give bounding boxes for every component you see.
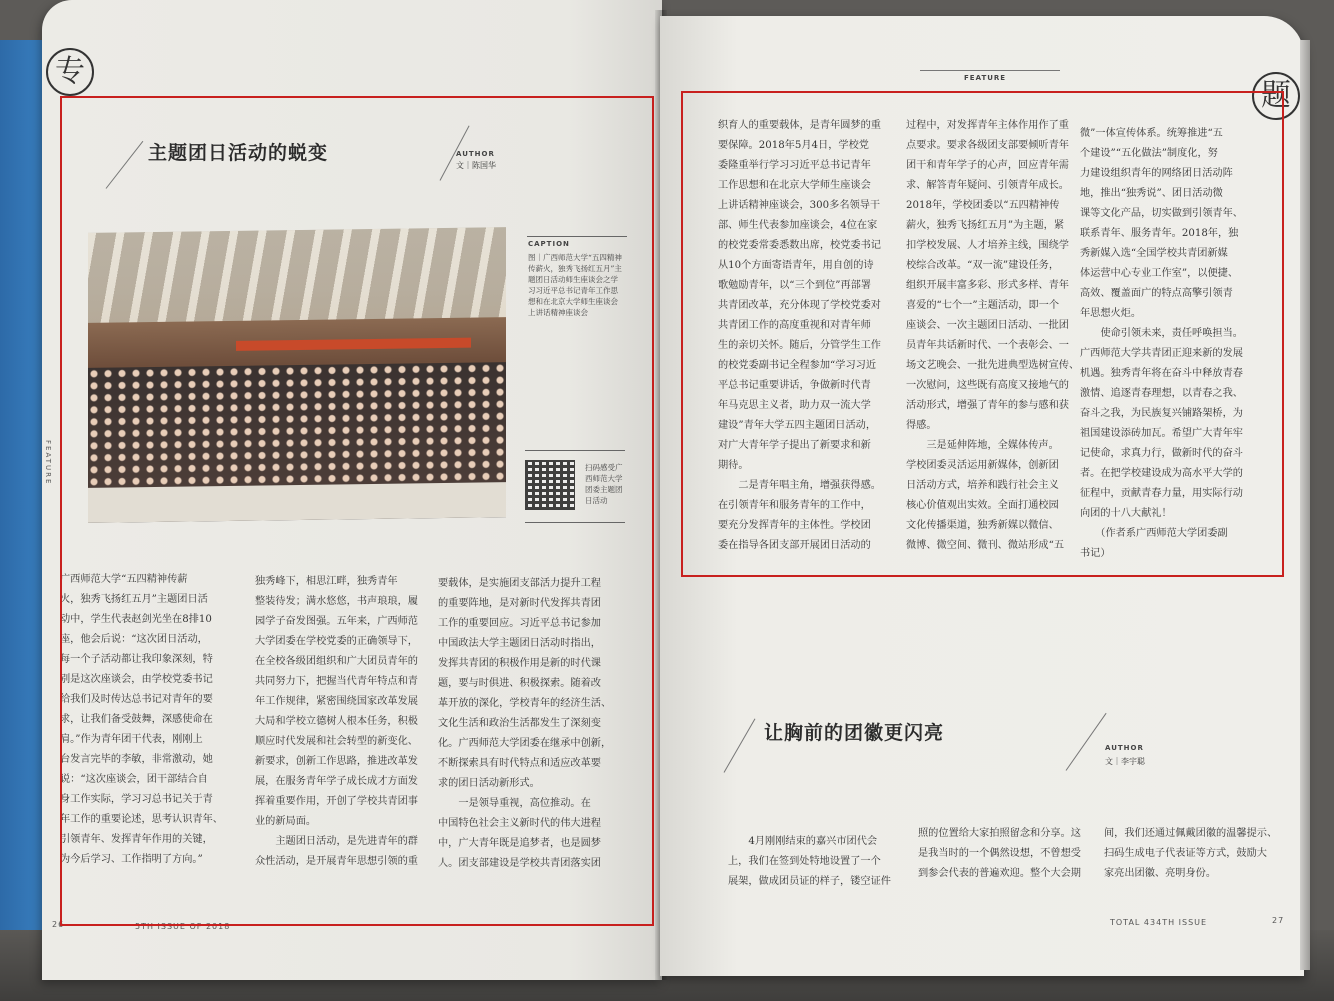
photo-caption: 图｜广西师范大学“五四精神传薪火，独秀飞扬红五月”主题团日活动师生座谈会之学习习近平总书记青年工作思想和在北京大学师生座谈会上讲话精神座谈会 <box>528 253 622 317</box>
section-badge-left: 专 <box>46 48 94 96</box>
left-body-column-1: 广西师范大学“五四精神传薪 火，独秀飞扬红五月”主题团日活 动中，学生代表赵剑光坐在8排10 座，他会后说：“这次团日活动， 每一个子活动都让我印象深刻，特 别是这次座谈会，由学校党委书记 给我们及时传达总书记对青年的要 求，让我们备受鼓舞，深感使命在 肩。”作为青年团干代表，刚刚上 台发言完毕的李敏，非常激动，她 说：“这次座谈会，团干部结合自 身工作实际，学习习总书记关于青 年工作的重要论述，思考认识青年、 引领青年、发挥青年作用的关键， 为今后学习、工作指明了方向。” <box>60 574 223 865</box>
right-page-edge <box>1300 40 1310 970</box>
annotation-box-left <box>60 96 654 926</box>
feature-side-label: FEATURE <box>44 440 52 486</box>
author2-label: AUTHOR <box>1105 744 1144 752</box>
left-body-column-3: 要载体，是实施团支部活力提升工程 的重要阵地，是对新时代发挥共青团 工作的重要回应。习近平总书记参加 中国政法大学主题团日活动时指出， 发挥共青团的积极作用是新的时代课 题，要与时俱进、积极探索。随着改 革开放的深化，学校青年的经济生活、 文化生活和政治生活都发生了深刻变 化。广西师范大学团委在继承中创新， 不断探索具有时代特点和适应改革要 求的团日活动新形式。 一是领导重视，高位推动。在 中国特色社会主义新时代的伟大进程 中，广大青年既是追梦者，也是圆梦 人。团支部建设是学校共青团落实团 <box>438 578 612 869</box>
caption-label: CAPTION <box>528 240 570 248</box>
article-title: 主题团日活动的蜕变 <box>148 142 329 164</box>
right-body-column-3: 微”一体宣传体系。统筹推进“五 个建设”“五化做法”制度化，努 力建设组织青年的网络团日活动阵 地，推出“独秀说”、团日活动微 课等文化产品，切实做到引领青年、 联系青年、服务青年。2018年，独 秀新媒入选“全国学校共青团新媒 体运营中心专业工作室”，以便捷、 高效、覆盖面广的特点高擎引领青 年思想火炬。 使命引领未来，责任呼唤担当。 广西师范大学共青团正迎来新的发展 机遇。独秀青年将在奋斗中释放青春 激情、追逐青春理想，以青春之我、 奋斗之我，为民族复兴铺路架桥，为 祖国建设添砖加瓦。希望广大青年牢 记使命，求真力行，做新时代的奋斗 者。在把学校建设成为高水平大学的 征程中，贡献青春力量，用实际行动 向团的十八大献礼！ （作者系广西师范大学团委副 书记） <box>1080 128 1243 559</box>
article2-column-3: 间，我们还通过佩戴团徽的温馨提示、 扫码生成电子代表证等方式，鼓励大 家亮出团徽、亮明身份。 <box>1104 828 1278 879</box>
article2-title: 让胸前的团徽更闪亮 <box>764 722 945 744</box>
author-name: 文｜陈国华 <box>456 161 496 170</box>
left-page-number: 26 <box>52 920 65 929</box>
feature-header-label: FEATURE <box>964 74 1007 82</box>
author2-name: 文｜李宇聪 <box>1105 757 1145 766</box>
section-badge-right: 题 <box>1252 72 1300 120</box>
right-page-number: 27 <box>1272 916 1285 925</box>
feature-header-rule <box>920 70 1060 71</box>
annotation-box-right <box>681 91 1284 577</box>
right-body-column-2: 过程中，对发挥青年主体作用作了重 点要求。要求各级团支部要倾听青年 团干和青年学子的心声，回应青年需 求、解答青年疑问、引领青年成长。 2018年，学校团委以“五四精神传 薪火，独秀飞扬红五月”为主题，紧 扣学校发展、人才培养主线，围绕学 校综合改革。“双一流”建设任务， 组织开展丰富多彩、形式多样、青年 喜爱的“七个一”主题活动，即一个 座谈会、一次主题团日活动、一批团 员青年共话新时代、一个表彰会、一 场文艺晚会、一批先进典型选树宣传、 一次慰问，这些既有高度又接地气的 活动形式，增强了青年的参与感和获 得感。 三是延伸阵地，全媒体传声。 学校团委灵活运用新媒体，创新团 日活动方式，培养和践行社会主义 核心价值观出实效。全面打通校园 文化传播渠道，独秀新媒以微信、 微博、微空间、微刊、微站形成“五 <box>906 120 1080 551</box>
article2-column-1: 4月刚刚结束的嘉兴市团代会 上，我们在签到处特地设置了一个 展架，做成团员证的样子，镂空证件 <box>728 836 891 887</box>
author-label: AUTHOR <box>456 150 495 158</box>
qr-caption: 扫码感受广西师范大学团委主题团日活动 <box>585 463 623 505</box>
left-body-column-2: 独秀峰下，相思江畔，独秀青年 整装待发；满水悠悠，书声琅琅，履 园学子奋发图强。五年来，广西师范 大学团委在学校党委的正确领导下， 在全校各级团组织和广大团员青年的 共同努力下，把握当代青年特点和青 年工作规律，紧密围绕国家改革发展 大局和学校立德树人根本任务，积极 顺应时代发展和社会转型的新变化、 新要求，创新工作思路，推进改革发 展，在服务青年学子成长成才方面发 挥着重要作用，开创了学校共青团事 业的新局面。 主题团日活动，是先进青年的群 众性活动，是开展青年思想引领的重 <box>255 576 418 867</box>
right-issue-label: TOTAL 434TH ISSUE <box>1110 918 1208 927</box>
left-issue-label: 5TH ISSUE OF 2018 <box>135 922 231 931</box>
right-body-column-1: 织育人的重要载体，是青年圆梦的重 要保障。2018年5月4日，学校党 委隆重举行学习习近平总书记青年 工作思想和在北京大学师生座谈会 上讲话精神座谈会，300多名领导干 部、师生代表参加座谈会，4位在家 的校党委常委悉数出席，校党委书记 从10个方面寄语青年，用自创的诗 歌勉励青年，以“三个到位”再部署 共青团改革，充分体现了学校党委对 共青团工作的高度重视和对青年师 生的亲切关怀。随后，分管学生工作 的校党委副书记全程参加“学习习近 平总书记重要讲话，争做新时代青 年马克思主义者，助力双一流大学 建设”青年大学五四主题团日活动， 对广大青年学子提出了新要求和新 期待。 二是青年唱主角，增强获得感。 在引领青年和服务青年的工作中， 要充分发挥青年的主体性。学校团 委在指导各团支部开展团日活动的 <box>718 120 881 551</box>
article2-column-2: 照的位置给大家拍照留念和分享。这 是我当时的一个偶然设想，不曾想受 到参会代表的普遍欢迎。整个大会期 <box>918 828 1081 879</box>
